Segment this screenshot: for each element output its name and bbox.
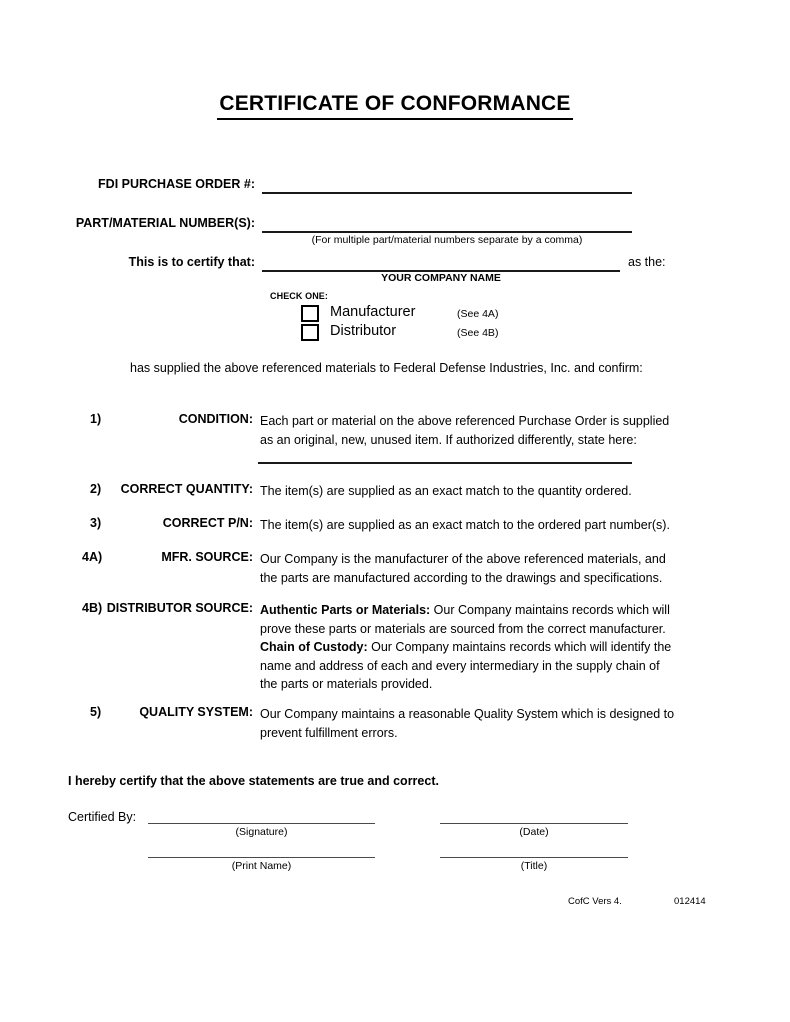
- distributor-source-authentic-line: [260, 601, 685, 620]
- distributor-source-body-1a: Our Company maintains records which will: [430, 603, 670, 617]
- clause-body-distributor-source: [260, 601, 685, 694]
- clause-number-3: 3): [90, 516, 102, 530]
- clause-term-correct-quantity: CORRECT QUANTITY:: [120, 482, 253, 496]
- checkbox-distributor[interactable]: [301, 324, 319, 341]
- check-one-label: CHECK ONE:: [270, 291, 329, 301]
- checkbox-manufacturer-reference: (See 4A): [457, 308, 499, 320]
- clause-term-condition: CONDITION:: [178, 412, 253, 426]
- clause-body-correct-quantity-line1: The item(s) are supplied as an exact match to the quantity ordered.: [260, 484, 632, 498]
- clause-body-quality-system: [260, 705, 685, 742]
- checkbox-manufacturer[interactable]: [301, 305, 319, 322]
- clause-body-mfr-source: [260, 550, 685, 587]
- purchase-order-input[interactable]: [262, 192, 632, 194]
- clause-term-distributor-source: DISTRIBUTOR SOURCE:: [106, 601, 253, 615]
- clause-body-quality-system-line1: Our Company maintains a reasonable Quality System which is designed to: [260, 707, 675, 721]
- footer-version: CofC Vers 4.: [568, 896, 622, 907]
- part-number-label: PART/MATERIAL NUMBER(S):: [75, 216, 255, 230]
- clause-term-quality-system: QUALITY SYSTEM:: [139, 705, 253, 719]
- clause-body-condition: [260, 412, 680, 449]
- clause-body-condition-line1: Each part or material on the above referenced Purchase Order is supplied: [260, 414, 670, 428]
- condition-exception-input[interactable]: [258, 462, 632, 464]
- clause-body-correct-quantity: [260, 482, 690, 501]
- clause-body-correct-pn-line1: The item(s) are supplied as an exact match to the ordered part number(s).: [260, 518, 670, 532]
- clause-number-5: 5): [90, 705, 102, 719]
- distributor-source-custody-line: [260, 638, 685, 657]
- clause-number-1: 1): [90, 412, 102, 426]
- checkbox-distributor-label[interactable]: Distributor: [330, 323, 397, 339]
- certified-by-label: Certified By:: [68, 810, 137, 824]
- checkbox-distributor-reference: (See 4B): [457, 327, 499, 339]
- print-name-caption: (Print Name): [231, 860, 292, 872]
- part-number-input[interactable]: [262, 231, 632, 233]
- checkbox-manufacturer-label[interactable]: Manufacturer: [330, 304, 416, 320]
- clause-number-4a: 4A): [82, 550, 103, 564]
- page-title-text: CERTIFICATE OF CONFORMANCE: [217, 92, 572, 120]
- title-caption: (Title): [520, 860, 548, 872]
- distributor-source-subheading-2: Chain of Custody:: [260, 640, 368, 654]
- certify-statement: I hereby certify that the above statements are true and correct.: [68, 774, 439, 788]
- distributor-source-body-1b: prove these parts or materials are sourced from the correct manufacturer.: [260, 621, 666, 636]
- clause-number-2: 2): [90, 482, 102, 496]
- intro-paragraph: has supplied the above referenced materials to Federal Defense Industries, Inc. and confirm:: [130, 361, 643, 375]
- title-input[interactable]: [440, 857, 628, 858]
- date-input[interactable]: [440, 823, 628, 824]
- signature-caption: (Signature): [235, 826, 288, 838]
- clause-body-mfr-source-line1: Our Company is the manufacturer of the above referenced materials, and: [260, 552, 666, 566]
- clause-term-mfr-source: MFR. SOURCE:: [161, 550, 253, 564]
- clause-body-mfr-source-line2: the parts are manufactured according to the drawings and specifications.: [260, 570, 663, 585]
- as-the-label: as the:: [628, 255, 666, 269]
- page-title: [0, 92, 790, 120]
- date-caption: (Date): [519, 826, 549, 838]
- clause-body-condition-line2: as an original, new, unused item. If authorized differently, state here:: [260, 432, 637, 447]
- distributor-source-subheading-1: Authentic Parts or Materials:: [260, 603, 431, 617]
- clause-term-correct-pn: CORRECT P/N:: [162, 516, 253, 530]
- signature-input[interactable]: [148, 823, 375, 824]
- purchase-order-label: FDI PURCHASE ORDER #:: [98, 177, 255, 191]
- distributor-source-body-2c: the parts or materials provided.: [260, 677, 433, 691]
- clause-number-4b: 4B): [82, 601, 103, 615]
- clause-body-quality-system-line2: prevent fulfillment errors.: [260, 725, 398, 740]
- distributor-source-body-2a: Our Company maintains records which will identify the: [367, 640, 672, 654]
- distributor-source-body-2b: name and address of each and every intermediary in the supply chain of: [260, 658, 660, 673]
- footer-revision-code: 012414: [674, 896, 706, 907]
- clause-body-correct-pn: [260, 516, 690, 535]
- part-number-hint: (For multiple part/material numbers separate by a comma): [311, 234, 583, 246]
- certify-that-label: This is to certify that:: [128, 255, 255, 269]
- print-name-input[interactable]: [148, 857, 375, 858]
- company-name-caption: YOUR COMPANY NAME: [381, 272, 501, 284]
